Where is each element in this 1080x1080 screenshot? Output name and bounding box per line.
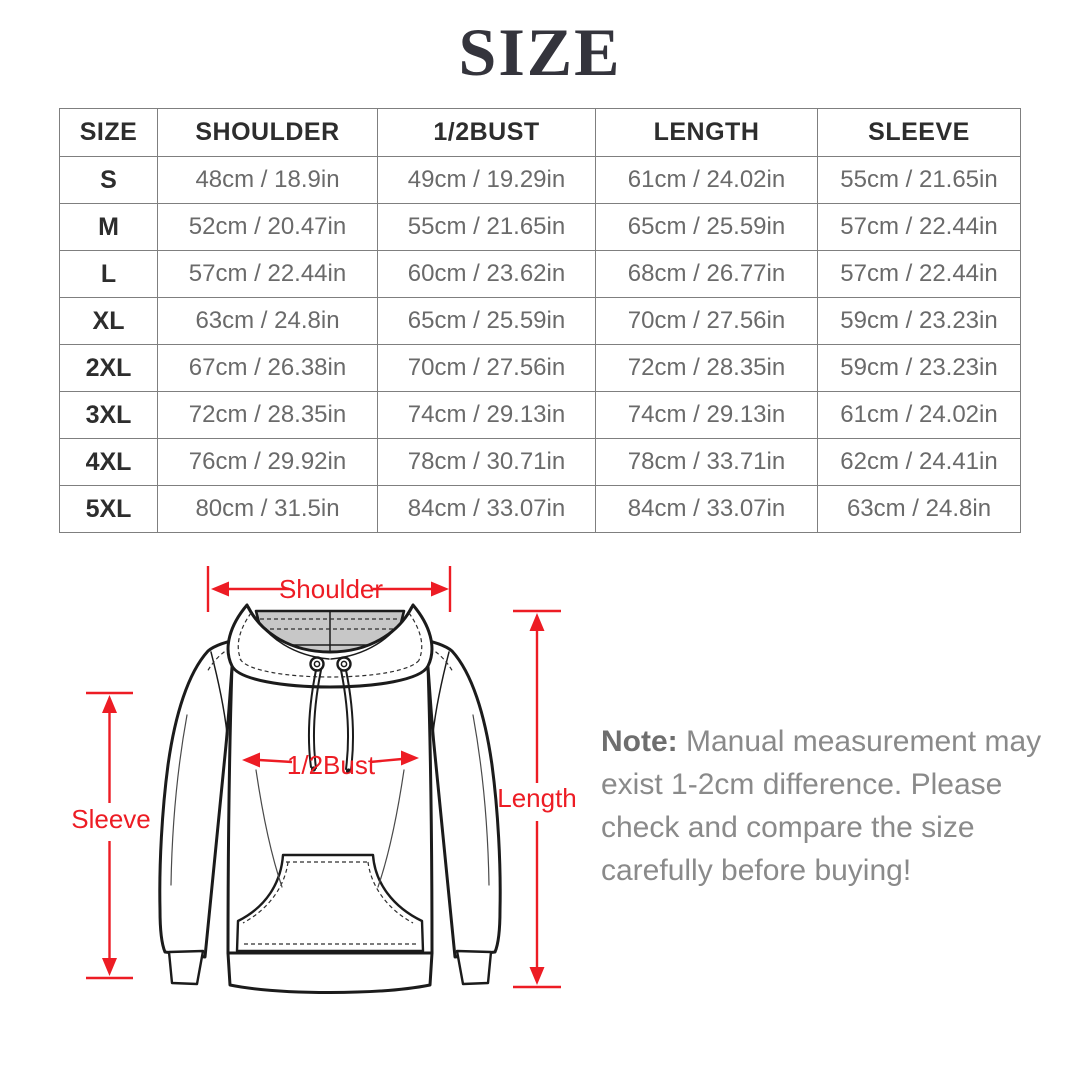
measurement-cell: 55cm / 21.65in — [818, 157, 1021, 204]
measurement-cell: 49cm / 19.29in — [378, 157, 596, 204]
measurement-note — [601, 720, 1053, 892]
left-eyelet — [311, 658, 324, 671]
size-label: L — [60, 251, 158, 298]
measurement-cell: 84cm / 33.07in — [596, 486, 818, 533]
measurement-cell: 60cm / 23.62in — [378, 251, 596, 298]
measurement-cell: 57cm / 22.44in — [818, 251, 1021, 298]
length-arrowhead-top — [530, 613, 545, 631]
table-row — [60, 486, 1021, 533]
col-header-sleeve: SLEEVE — [818, 109, 1021, 157]
measurement-cell: 61cm / 24.02in — [818, 392, 1021, 439]
size-label: M — [60, 204, 158, 251]
measurement-cell: 63cm / 24.8in — [818, 486, 1021, 533]
measurement-cell: 72cm / 28.35in — [596, 345, 818, 392]
table-row — [60, 298, 1021, 345]
size-label: 2XL — [60, 345, 158, 392]
shoulder-arrowhead-right — [431, 582, 449, 597]
size-label: 4XL — [60, 439, 158, 486]
note-text: Manual measurement may exist 1-2cm difference. Please check and compare the size carefully before buying! — [601, 725, 1042, 887]
page-title: SIZE — [458, 14, 622, 90]
measurement-cell: 57cm / 22.44in — [158, 251, 378, 298]
measurement-cell: 84cm / 33.07in — [378, 486, 596, 533]
measurement-cell: 59cm / 23.23in — [818, 298, 1021, 345]
right-eyelet — [338, 658, 351, 671]
measurement-cell: 80cm / 31.5in — [158, 486, 378, 533]
measurement-cell: 65cm / 25.59in — [596, 204, 818, 251]
measurement-cell: 70cm / 27.56in — [596, 298, 818, 345]
note-label: Note: — [601, 725, 678, 758]
table-row — [60, 345, 1021, 392]
half-bust-label: 1/2Bust — [286, 750, 376, 780]
size-table-header — [60, 109, 1021, 157]
length-label: Length — [497, 783, 577, 813]
size-table-body — [60, 157, 1021, 533]
measurement-cell: 57cm / 22.44in — [818, 204, 1021, 251]
size-label: 5XL — [60, 486, 158, 533]
size-table — [59, 108, 1021, 533]
measurement-cell: 76cm / 29.92in — [158, 439, 378, 486]
measurement-cell: 59cm / 23.23in — [818, 345, 1021, 392]
measurement-cell: 65cm / 25.59in — [378, 298, 596, 345]
sleeve-arrowhead-top — [102, 695, 117, 713]
hoodie-hem-band — [228, 953, 432, 993]
measurement-cell: 52cm / 20.47in — [158, 204, 378, 251]
table-row — [60, 157, 1021, 204]
measurement-cell: 70cm / 27.56in — [378, 345, 596, 392]
table-row — [60, 439, 1021, 486]
measurement-cell: 72cm / 28.35in — [158, 392, 378, 439]
header-row — [60, 109, 1021, 157]
size-label: 3XL — [60, 392, 158, 439]
col-header-length: LENGTH — [596, 109, 818, 157]
measurement-cell: 55cm / 21.65in — [378, 204, 596, 251]
sleeve-arrowhead-bottom — [102, 958, 117, 976]
measurement-cell: 67cm / 26.38in — [158, 345, 378, 392]
col-header-shoulder: SHOULDER — [158, 109, 378, 157]
length-dimension — [497, 611, 577, 987]
measurement-cell: 63cm / 24.8in — [158, 298, 378, 345]
col-header-size: SIZE — [60, 109, 158, 157]
measurement-cell: 78cm / 33.71in — [596, 439, 818, 486]
size-label: XL — [60, 298, 158, 345]
measurement-cell: 62cm / 24.41in — [818, 439, 1021, 486]
measurement-cell: 74cm / 29.13in — [378, 392, 596, 439]
table-row — [60, 204, 1021, 251]
sleeve-dimension — [71, 693, 151, 978]
measurement-cell: 61cm / 24.02in — [596, 157, 818, 204]
table-row — [60, 392, 1021, 439]
hoodie-right-cuff — [457, 951, 491, 984]
hoodie-left-cuff — [169, 951, 203, 984]
col-header-halfbust: 1/2BUST — [378, 109, 596, 157]
measurement-cell: 78cm / 30.71in — [378, 439, 596, 486]
sleeve-label: Sleeve — [71, 804, 151, 834]
table-row — [60, 251, 1021, 298]
shoulder-label: Shoulder — [278, 574, 384, 604]
size-label: S — [60, 157, 158, 204]
measurement-cell: 48cm / 18.9in — [158, 157, 378, 204]
hoodie-measurement-diagram — [60, 555, 580, 1025]
measurement-cell: 68cm / 26.77in — [596, 251, 818, 298]
hoodie-illustration — [160, 605, 500, 993]
length-arrowhead-bottom — [530, 967, 545, 985]
measurement-cell: 74cm / 29.13in — [596, 392, 818, 439]
shoulder-arrowhead-left — [211, 582, 229, 597]
